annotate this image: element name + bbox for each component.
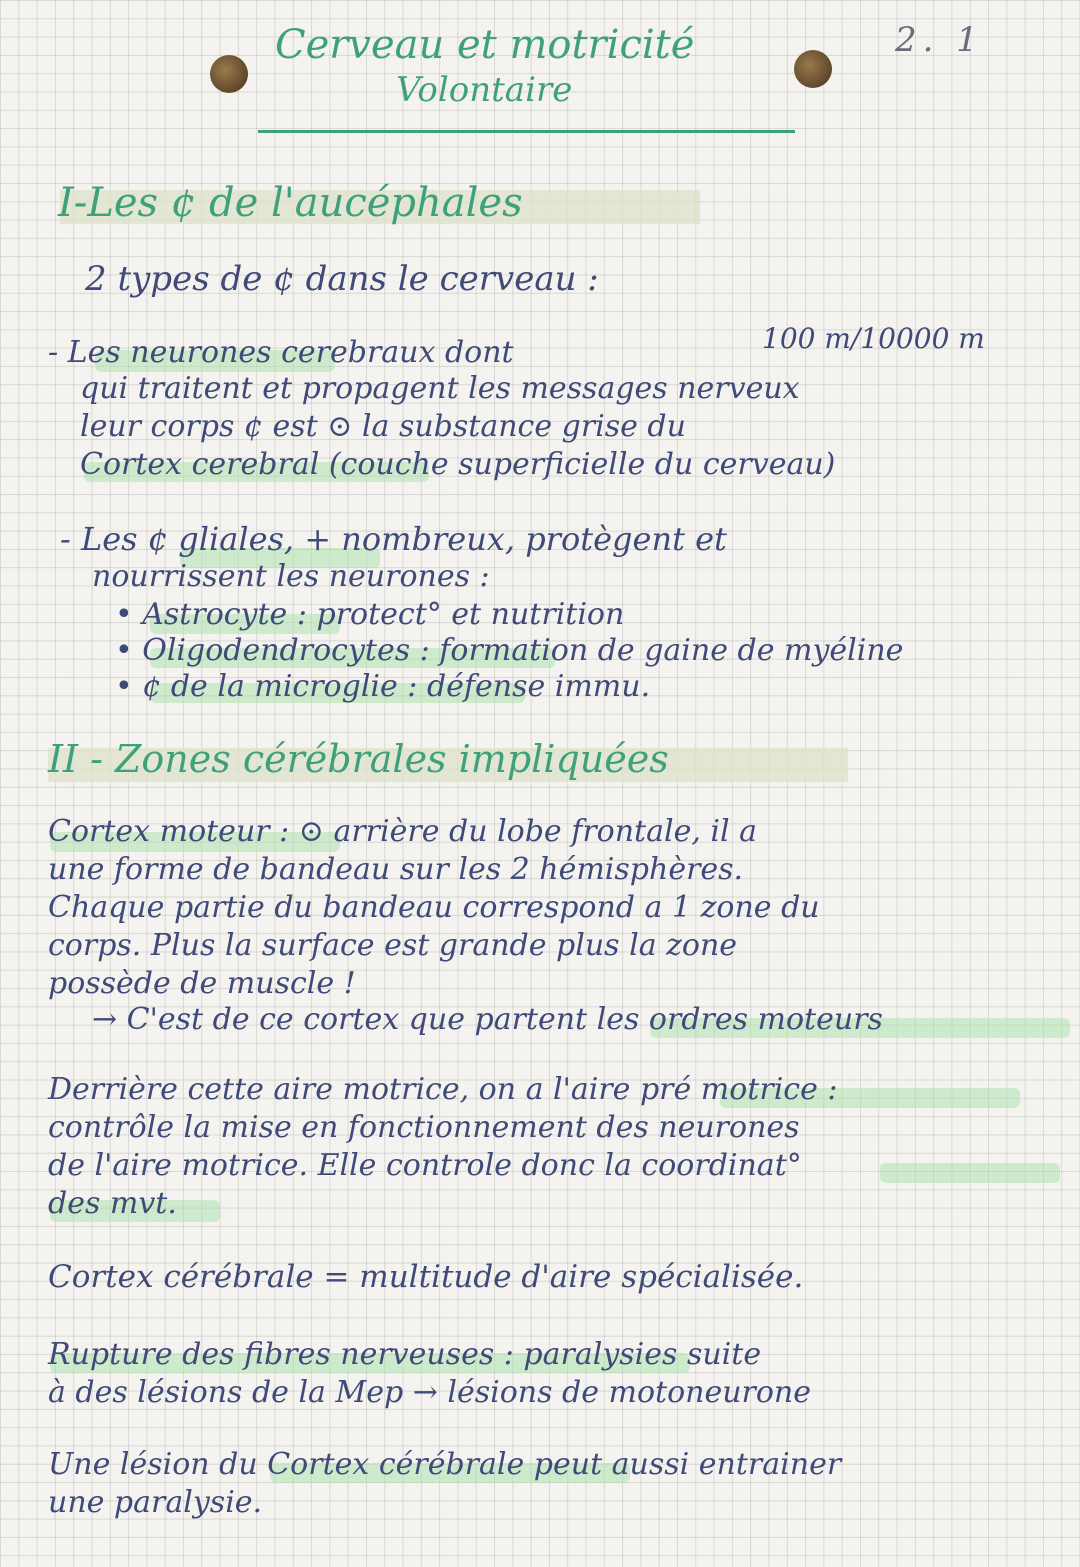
gliales-line-1: - Les ¢ gliales, + nombreux, protègent et — [60, 520, 727, 558]
binder-hole-right — [794, 50, 832, 88]
premotrice-line: des mvt. — [48, 1186, 177, 1221]
section-heading-1: I-Les ¢ de l'aucéphales — [58, 180, 523, 226]
page-subtitle: Volontaire — [396, 70, 573, 110]
cortex-moteur-line: → C'est de ce cortex que partent les ordres moteurs — [92, 1002, 883, 1037]
page-title: Cerveau et motricité — [275, 22, 695, 68]
binder-hole-left — [210, 55, 248, 93]
cortex-moteur-line: Cortex moteur : ⊙ arrière du lobe frontale, il a — [48, 814, 758, 849]
rupture-line: à des lésions de la Mep → lésions de motoneurone — [48, 1375, 812, 1410]
neurones-line-2: qui traitent et propagent les messages nerveux — [80, 371, 800, 406]
gliales-line-2: nourrissent les neurones : — [92, 559, 490, 594]
neurones-line-4: Cortex cerebral (couche superficielle du cerveau) — [80, 447, 836, 482]
premotrice-line: Derrière cette aire motrice, on a l'aire pré motrice : — [48, 1072, 838, 1107]
gliales-item: • Oligodendrocytes : formation de gaine de myéline — [115, 633, 904, 668]
neurones-line-3: leur corps ¢ est ⊙ la substance grise du — [80, 409, 686, 444]
cortex-moteur-line: une forme de bandeau sur les 2 hémisphères. — [48, 852, 744, 887]
lesion-line: une paralysie. — [48, 1485, 263, 1520]
lesion-line: Une lésion du Cortex cérébrale peut aussi entrainer — [48, 1447, 842, 1482]
cortex-moteur-line: possède de muscle ! — [48, 966, 356, 1001]
cortex-cerebral-line: Cortex cérébrale = multitude d'aire spécialisée. — [48, 1259, 804, 1295]
rupture-line: Rupture des fibres nerveuses : paralysies suite — [48, 1337, 762, 1372]
neurones-line-1: - Les neurones cerebraux dont — [48, 335, 514, 370]
cortex-moteur-line: Chaque partie du bandeau correspond a 1 zone du — [48, 890, 820, 925]
highlight-mark — [880, 1163, 1060, 1183]
premotrice-line: de l'aire motrice. Elle controle donc la coordinat° — [48, 1148, 802, 1183]
title-underline — [258, 130, 795, 133]
section-heading-2: II - Zones cérébrales impliquées — [48, 737, 669, 781]
neurones-count: 100 m/10000 m — [762, 322, 985, 355]
page-number: 2. 1 — [895, 20, 984, 60]
section1-intro: 2 types de ¢ dans le cerveau : — [85, 259, 599, 299]
gliales-item: • ¢ de la microglie : défense immu. — [115, 669, 651, 704]
premotrice-line: contrôle la mise en fonctionnement des neurones — [48, 1110, 800, 1145]
gliales-item: • Astrocyte : protect° et nutrition — [115, 597, 625, 632]
cortex-moteur-line: corps. Plus la surface est grande plus la zone — [48, 928, 738, 963]
